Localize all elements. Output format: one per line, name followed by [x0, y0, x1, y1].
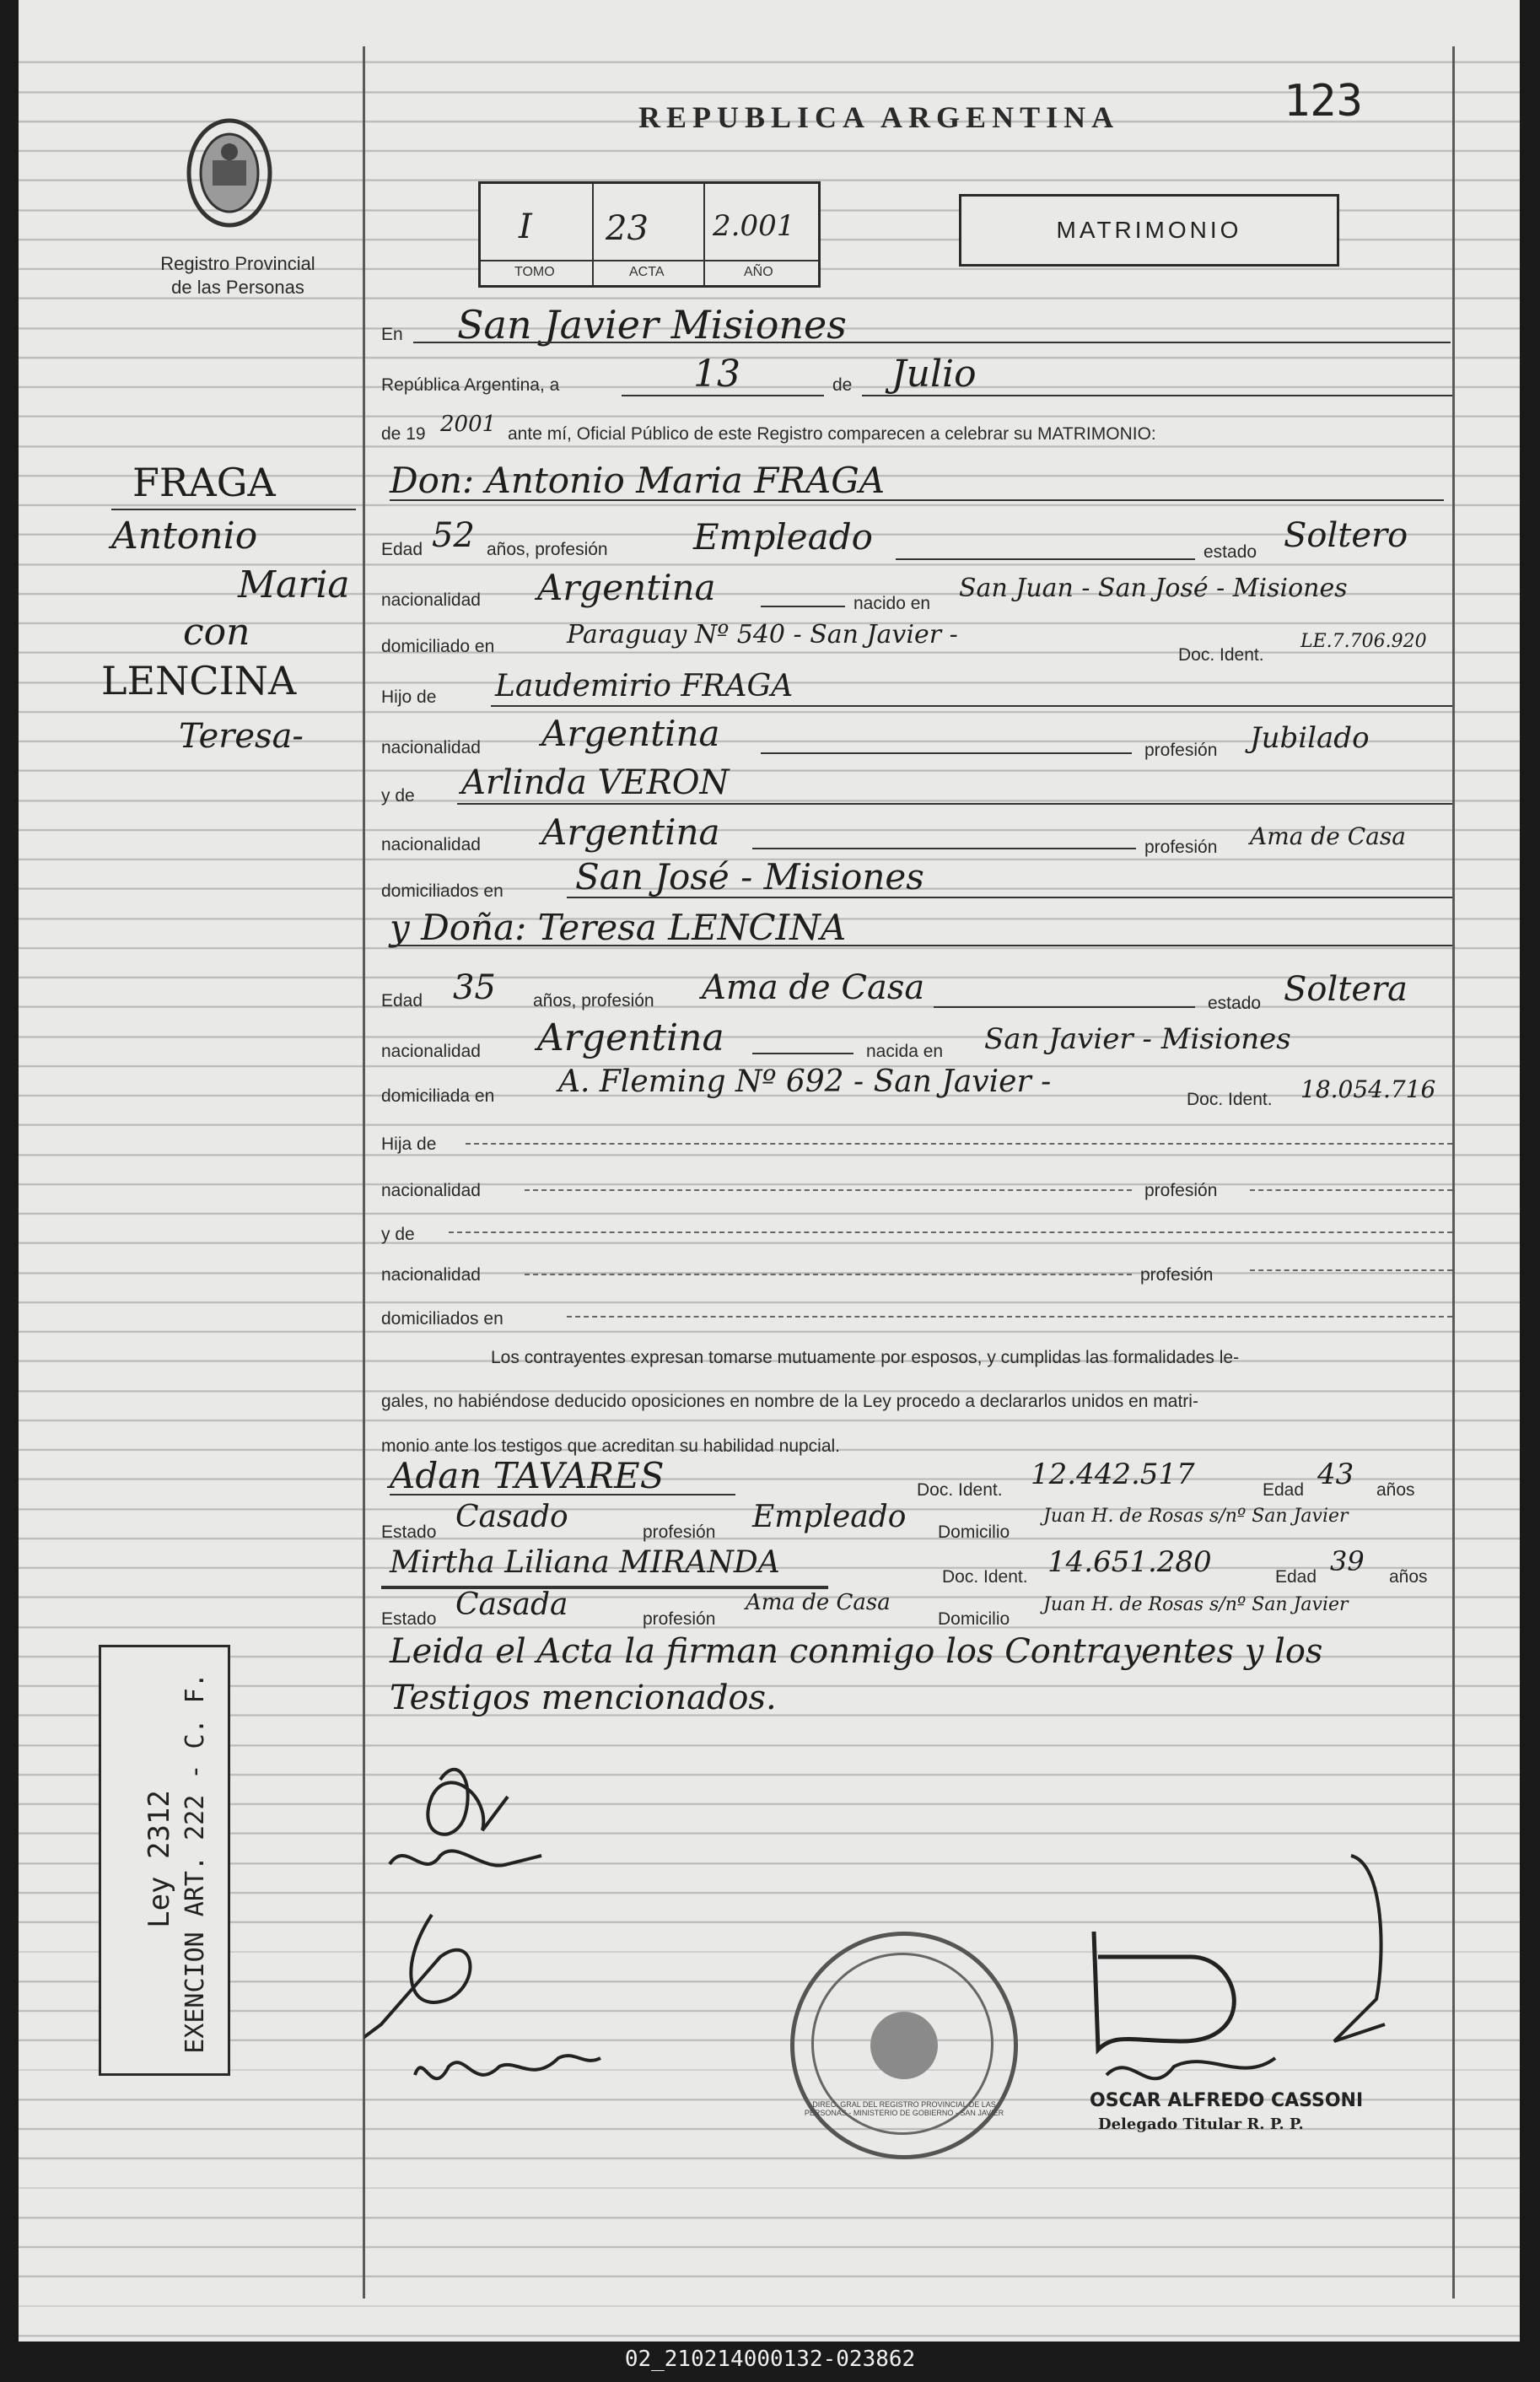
exemption-article: EXENCION ART. 222 - C. F. — [180, 1673, 210, 2054]
label-profesion: profesión — [1144, 741, 1218, 760]
label-domicilio: Domicilio — [938, 1522, 1010, 1542]
registry-name-2: de las Personas — [171, 277, 304, 298]
witness-1-status: Casado — [455, 1500, 568, 1534]
groom-doc: LE.7.706.920 — [1300, 631, 1427, 652]
witness-2-profession: Ama de Casa — [746, 1590, 891, 1615]
label-nacionalidad: nacionalidad — [381, 1042, 481, 1061]
officer-name: OSCAR ALFREDO CASSONI — [1090, 2090, 1364, 2111]
label-nacida-en: nacida en — [866, 1042, 944, 1061]
label-anos-prof: años, profesión — [533, 991, 654, 1010]
label-doc-ident: Doc. Ident. — [1187, 1090, 1273, 1109]
label-edad: Edad — [1275, 1567, 1317, 1587]
mother-nationality: Argentina — [541, 811, 720, 853]
label-doc-ident: Doc. Ident. — [1178, 645, 1264, 665]
witness-2-address: Juan H. de Rosas s/nº San Javier — [1043, 1594, 1349, 1615]
parents-address: San José - Misiones — [575, 856, 924, 897]
signatures-left — [364, 1746, 702, 2142]
label-edad: Edad — [381, 540, 423, 559]
label-de-year: de 19 — [381, 424, 426, 444]
bride-profession: Ama de Casa — [702, 968, 925, 1007]
groom-profession: Empleado — [693, 516, 873, 558]
exemption-stamp — [99, 1645, 230, 2076]
witness-1-address: Juan H. de Rosas s/nº San Javier — [1043, 1506, 1349, 1527]
label-nacionalidad: nacionalidad — [381, 1181, 481, 1200]
groom-address: Paraguay Nº 540 - San Javier - — [567, 620, 958, 649]
groom-status: Soltero — [1284, 516, 1408, 555]
anio-label: AÑO — [744, 265, 773, 279]
father-profession: Jubilado — [1250, 721, 1370, 755]
registry-seal — [790, 1932, 1018, 2159]
label-ante-mi: ante mí, Oficial Público de este Registro comparecen a celebrar su MATRIMONIO: — [508, 424, 1156, 444]
day: 13 — [693, 353, 740, 396]
label-profesion: profesión — [1144, 838, 1218, 857]
label-estado: Estado — [381, 1609, 437, 1629]
certificate-sheet — [19, 0, 1520, 2342]
father-nationality: Argentina — [541, 713, 720, 754]
margin-name-3: Teresa- — [179, 717, 304, 756]
label-y-de: y de — [381, 1225, 415, 1244]
month: Julio — [891, 353, 977, 396]
groom-age: 52 — [432, 516, 475, 555]
bride-age: 35 — [453, 968, 496, 1007]
paragraph-line-2: gales, no habiéndose deducido oposiciones en nombre de la Ley procedo a declararlos unidos en matri- — [381, 1392, 1198, 1411]
label-hijo-de: Hijo de — [381, 687, 437, 707]
exemption-law: Ley 2312 — [143, 1790, 176, 1928]
province-crest-icon — [179, 114, 280, 232]
label-hija-de: Hija de — [381, 1134, 437, 1154]
margin-surname-2: LENCINA — [101, 658, 297, 703]
margin-con: con — [183, 611, 250, 654]
tomo-label: TOMO — [514, 265, 555, 279]
groom-birthplace: San Juan - San José - Misiones — [959, 574, 1348, 603]
label-rep-arg: República Argentina, a — [381, 375, 560, 395]
groom-nationality: Argentina — [537, 567, 716, 608]
label-profesion: profesión — [643, 1522, 716, 1542]
groom-name: Don: Antonio Maria FRAGA — [390, 460, 886, 501]
witness-2-doc: 14.651.280 — [1047, 1545, 1212, 1579]
bride-nationality: Argentina — [537, 1016, 724, 1059]
bride-name: y Doña: Teresa LENCINA — [390, 907, 847, 948]
seal-text: DIREC. GRAL DEL REGISTRO PROVINCIAL DE LAS PERSONAS - MINISTERIO DE GOBIERNO - SAN JAVIER — [804, 2100, 1004, 2117]
tomo-value: I — [519, 207, 532, 246]
place: San Javier Misiones — [457, 302, 847, 348]
country-title: REPUBLICA ARGENTINA — [638, 100, 1120, 134]
anio-value: 2.001 — [713, 209, 795, 243]
mother-profession: Ama de Casa — [1250, 822, 1406, 850]
label-nacionalidad: nacionalidad — [381, 1265, 481, 1285]
record-box — [478, 181, 821, 288]
acta-value: 23 — [606, 209, 649, 248]
label-domiciliado-en: domiciliado en — [381, 637, 495, 656]
label-domicilio: Domicilio — [938, 1609, 1010, 1629]
acta-label: ACTA — [629, 265, 665, 279]
right-rule — [1452, 46, 1455, 2298]
closing-line-2: Testigos mencionados. — [390, 1679, 777, 1717]
label-nacionalidad: nacionalidad — [381, 835, 481, 854]
bride-doc: 18.054.716 — [1300, 1075, 1436, 1103]
label-nacionalidad: nacionalidad — [381, 738, 481, 757]
label-nacido-en: nacido en — [853, 594, 931, 613]
witness-1-profession: Empleado — [752, 1500, 907, 1534]
label-estado: estado — [1208, 994, 1262, 1013]
doc-type: MATRIMONIO — [1056, 217, 1242, 243]
label-de: de — [832, 375, 853, 395]
margin-name-1: Antonio — [111, 515, 258, 558]
label-doc-ident: Doc. Ident. — [942, 1567, 1028, 1587]
witness-2-name: Mirtha Liliana MIRANDA — [390, 1545, 780, 1580]
label-domiciliados-en: domiciliados en — [381, 1309, 503, 1328]
label-estado: estado — [1203, 542, 1257, 562]
witness-1-age: 43 — [1317, 1458, 1354, 1491]
paragraph-line-3: monio ante los testigos que acreditan su habilidad nupcial. — [381, 1436, 841, 1456]
label-doc-ident: Doc. Ident. — [917, 1480, 1003, 1500]
label-nacionalidad: nacionalidad — [381, 590, 481, 610]
label-profesion: profesión — [1144, 1181, 1218, 1200]
label-profesion: profesión — [643, 1609, 716, 1629]
file-id-footer: 02_210214000132-023862 — [624, 2347, 916, 2372]
witness-2-status: Casada — [455, 1587, 568, 1622]
label-anos-prof: años, profesión — [487, 540, 608, 559]
label-domiciliada-en: domiciliada en — [381, 1086, 495, 1106]
doc-type-box — [959, 194, 1339, 267]
paragraph-line-1: Los contrayentes expresan tomarse mutuamente por esposos, y cumplidas las formalidades le- — [491, 1348, 1240, 1367]
witness-2-age: 39 — [1330, 1545, 1365, 1577]
witness-1-doc: 12.442.517 — [1031, 1458, 1195, 1491]
officer-title: Delegado Titular R. P. P. — [1098, 2115, 1304, 2133]
label-en: En — [381, 325, 403, 344]
father-name: Laudemirio FRAGA — [495, 669, 794, 703]
bride-address: A. Fleming Nº 692 - San Javier - — [558, 1064, 1052, 1099]
margin-surname-1: FRAGA — [132, 460, 276, 505]
folio-number: 123 — [1284, 76, 1363, 127]
label-estado: Estado — [381, 1522, 437, 1542]
bride-status: Soltera — [1284, 970, 1408, 1009]
year: 2001 — [440, 412, 497, 437]
registry-name-1: Registro Provincial — [160, 253, 315, 274]
witness-1-name: Adan TAVARES — [390, 1455, 665, 1496]
bride-birthplace: San Javier - Misiones — [984, 1022, 1291, 1056]
label-anos: años — [1389, 1567, 1428, 1587]
label-anos: años — [1376, 1480, 1415, 1500]
mother-name: Arlinda VERON — [461, 763, 730, 802]
label-edad: Edad — [381, 991, 423, 1010]
label-y-de: y de — [381, 786, 415, 806]
label-edad: Edad — [1263, 1480, 1305, 1500]
label-profesion: profesión — [1140, 1265, 1214, 1285]
label-domiciliados-en: domiciliados en — [381, 881, 503, 901]
closing-line-1: Leida el Acta la firman conmigo los Contrayentes y los — [390, 1632, 1323, 1671]
margin-name-2: Maria — [238, 563, 350, 606]
